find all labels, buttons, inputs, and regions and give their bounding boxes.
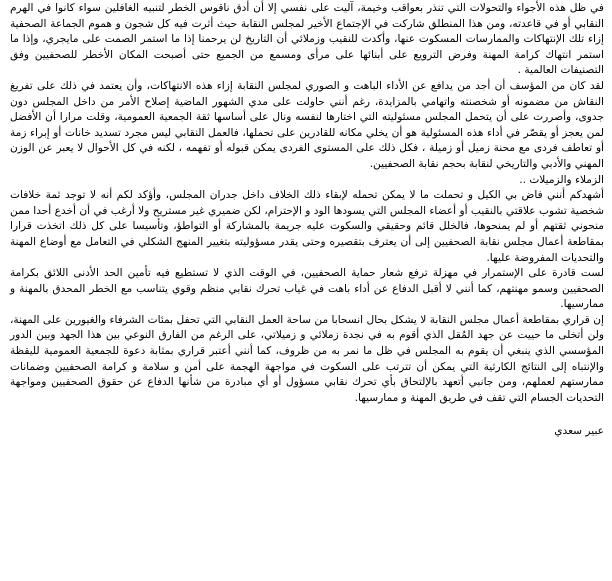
paragraph-2: لقد كان من المؤسف أن أجد من يدافع عن الأداء الباهت و الصوري لمجلس النقابة إزاء هذه الانتهاكات، وأن يعتمد في ذلك على تفريغ النقاش من مضمونه أو شخصنته واتهامي بالمزايدة، رغم أنني حاولت على مدي الشهور الماضية إصلاح الأمر من داخل المجلس دون جدوى، وأصررت على أن يتحمل المجلس مسئوليته التي اختارها لنفسه ونال على أساسها ثقة الجمعية العمومية، وقلت مرارا أن الأفضل لمن يعجز أو يقصّر في أداء هذه المسئولية هو أن يخلي مكانه للقادرين على تحملها، فالعمل النقابي ليس مجرد تسديد خانات أو إبراء زمة أو تعاطف فردى مع محنة زميل أو زميلة ، فكل ذلك على المستوى الفردى يمكن قبوله أو تفهمه ، لكنه في كل الأحوال لا يعبر عن الوزن المهني والأدبي والتاريخي لنقابة بحجم نقابة الصحفيين. xyxy=(10,79,604,170)
paragraph-3: أشهدكم أنني فاض بي الكيل و تحملت ما لا يمكن تحمله لإبقاء ذلك الخلاف داخل جدران المجلس، وأؤكد لكم أنه لا توجد ثمة خلافات شخصية تشوب علاقتي بالنقيب أو أعضاء المجلس التي يسودها الود و الإحترام، لكن ضميري غير مستريح ولا أرغب في أن أخدع أحدا ممن منحوني ثقتهم أو لم يمنحوها، فالخلل قائم وحقيقي والسكوت عليه جريمة بالمشاركة أو التواطؤ، وتأسيسا على كل ذلك اتخذت قرارا بمقاطعة أعمال مجلس نقابة الصحفيين إلى أن يعترف بتقصيره وحتى يقدر مسؤوليته بتغيير المنهج الشكلي في التعامل مع أوضاع المهنة والتحديات المفروضة عليها. xyxy=(10,189,604,264)
paragraph-1: في ظل هذه الأجواء والتحولات التي تنذر بعواقب وخيمة، آليت على نفسي إلا أن أدق ناقوس الخطر لتنبيه الغافلين سواء كانوا في الهرم النقابي أو في قاعدته، ومن هذا المنطلق شاركت في الإجتماع الأخير لمجلس النقابة حيث أثرت فيه كل شجون و هموم الجماعة الصحفية إزاء تلك الإنتهاكات والممارسات المسكوت عنها، وأكدت للنقيب وزملائي أن التاريخ لن يرحمنا إذا ما استمر الصمت على مايجري، وإذا ما استمر انتهاك كرامة المهنة وفرض الترويع على أبنائها على مرأى ومسمع من الجميع حتى أصبحت المكان الأخطر للصحفيين وفق التصنيفات العالمية . xyxy=(10,2,604,77)
paragraph-5: إن قراري بمقاطعة أعمال مجلس النقابة لا يشكل بحال انسحابا من ساحة العمل النقابي التي تحفل بمئات الشرفاء والغيورين على المهنة، ولن أتخلى ما حييت عن جهد المُقل الذي أقوم به في نجدة زملائي و زميلاتي، على الرغم من الفارق النوعي بين هذا الجهد وبين الدور المؤسسي الذي ينبغي أن يقوم به المجلس في ظل ما نمر به من ظروف، كما أنني أعتبر قراري بمثابة دعوة للجمعية العمومية لليقظة والإنتباه إلى النتائج الكارثية التي يمكن أن تترتب على السكوت في مواجهة الهجمة على أمن و سلامة و كرامة الصحفيين وضمانات ممارستهم لعملهم، ومن جانبي أتعهد بالإلتحاق بأي تحرك نقابي مسؤول أو أي مبادرة من شأنها الدفاع عن حقوق الصحفيين ومواجهة التحديات الجسام التي تقف في طريق المهنة و ممارسيها. xyxy=(10,313,604,404)
signature: عبير سعدي xyxy=(554,425,604,438)
paragraph-4: لست قادرة على الإستمرار في مهزلة ترفع شعار حماية الصحفيين، في الوقت الذي لا تستطيع فيه تأمين الحد الأدنى اللائق بكرامة الصحفيين وسمو مهنتهم، كما أنني لا أقبل الدفاع عن أداء باهت في غياب تحرك نقابي منظم وقوي يتناسب مع الخطر المحدق بالمهنة و ممارسيها. xyxy=(10,267,604,311)
salutation: الزملاء والزميلات .. xyxy=(519,173,604,186)
